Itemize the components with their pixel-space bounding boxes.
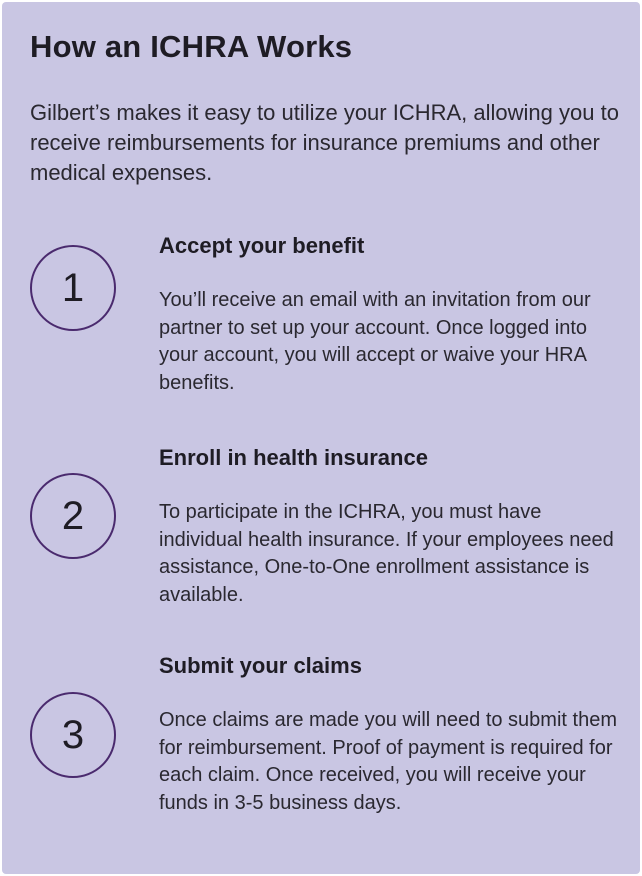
step-3-description: Once claims are made you will need to submit them for reimbursement. Proof of payment is required for each claim. Once received, you will receive your funds in 3-5 business days.	[159, 709, 617, 814]
step-1-number-circle: 1	[30, 245, 116, 331]
step-1-description: You’ll receive an email with an invitation from our partner to set up your account. Once logged into your account, you will accept or waive your HRA benefits.	[159, 289, 591, 394]
step-1-title: Accept your benefit	[159, 233, 365, 258]
ichra-info-card	[2, 2, 640, 874]
step-2-title: Enroll in health insurance	[159, 445, 428, 470]
step-2-description: To participate in the ICHRA, you must have individual health insurance. If your employees need assistance, One-to-One enrollment assistance is available.	[159, 501, 614, 606]
step-3-number-circle: 3	[30, 692, 116, 778]
page-title: How an ICHRA Works	[30, 29, 353, 64]
intro-paragraph: Gilbert’s makes it easy to utilize your ICHRA, allowing you to receive reimbursements for insurance premiums and other medical expenses.	[30, 100, 619, 185]
step-2-number-circle: 2	[30, 473, 116, 559]
step-3-title: Submit your claims	[159, 653, 362, 678]
